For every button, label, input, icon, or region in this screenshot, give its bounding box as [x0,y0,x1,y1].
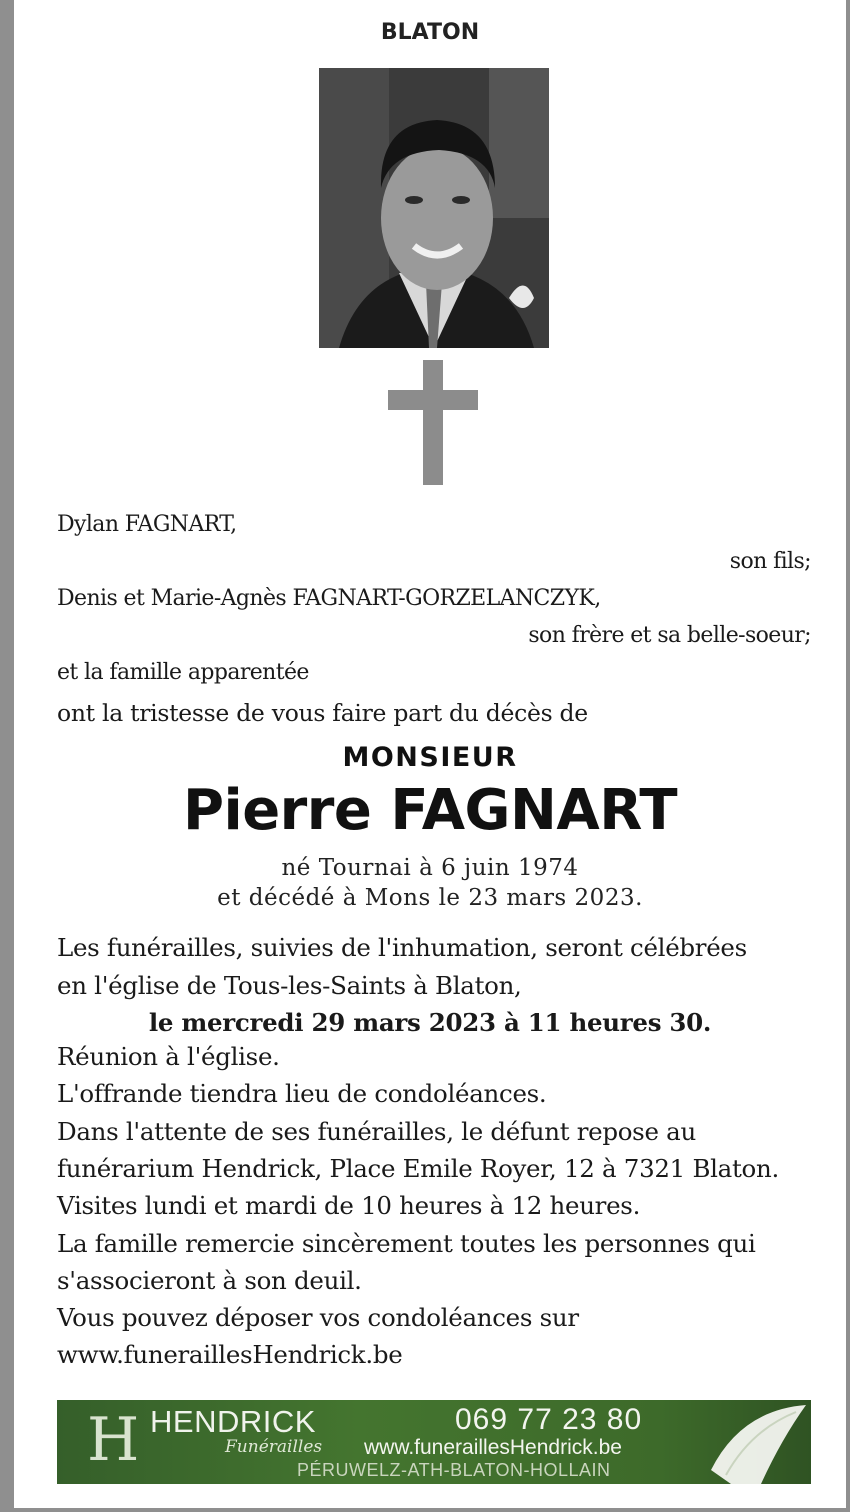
birth-info: né Tournai à 6 juin 1974 [281,855,579,881]
funeral-detail: s'associeront à son deuil. [57,1266,362,1295]
funeral-detail: Visites lundi et mardi de 10 heures à 12 heures. [57,1191,641,1220]
bottom-border [0,1508,850,1512]
deceased-title: MONSIEUR [342,742,518,773]
funeral-home-banner[interactable] [57,1400,811,1484]
company-locations: PÉRUWELZ-ATH-BLATON-HOLLAIN [297,1460,611,1480]
cross-icon [388,360,478,485]
relative-line: Denis et Marie-Agnès FAGNART-GORZELANCZYK, [57,586,601,611]
condolence-website-link[interactable]: www.funeraillesHendrick.be [57,1340,403,1369]
deceased-name: Pierre FAGNART [182,778,678,843]
funeral-detail: funérarium Hendrick, Place Emile Royer, 12 à 7321 Blaton. [57,1154,779,1183]
funeral-detail: Réunion à l'église. [57,1042,280,1071]
funeral-detail: Les funérailles, suivies de l'inhumation, seront célébrées [57,933,747,962]
relationship-line: son fils; [729,549,811,574]
funeral-detail: La famille remercie sincèrement toutes les personnes qui [57,1229,756,1258]
death-info: et décédé à Mons le 23 mars 2023. [217,885,643,911]
hendrick-logo-letter: H [87,1405,140,1475]
funeral-detail: Dans l'attente de ses funérailles, le défunt repose au [57,1117,696,1146]
right-border [846,0,850,1512]
company-website[interactable]: www.funeraillesHendrick.be [364,1436,622,1459]
relative-line: Dylan FAGNART, [57,512,237,537]
funeral-date: le mercredi 29 mars 2023 à 11 heures 30. [148,1008,712,1037]
lily-flower-icon [701,1400,811,1484]
announcement-intro: ont la tristesse de vous faire part du décès de [57,699,588,727]
company-name: HENDRICK [150,1404,316,1439]
funeral-detail: Vous pouvez déposer vos condoléances sur [57,1303,579,1332]
relationship-line: son frère et sa belle-soeur; [528,623,811,648]
location-heading: BLATON [380,20,480,45]
portrait-photo [319,68,549,348]
funeral-detail: L'offrande tiendra lieu de condoléances. [57,1079,547,1108]
relative-line: et la famille apparentée [57,660,309,685]
left-border [0,0,14,1512]
company-subtitle: Funérailles [225,1437,323,1457]
company-phone[interactable]: 069 77 23 80 [455,1403,643,1436]
funeral-detail: en l'église de Tous-les-Saints à Blaton, [57,971,522,1000]
